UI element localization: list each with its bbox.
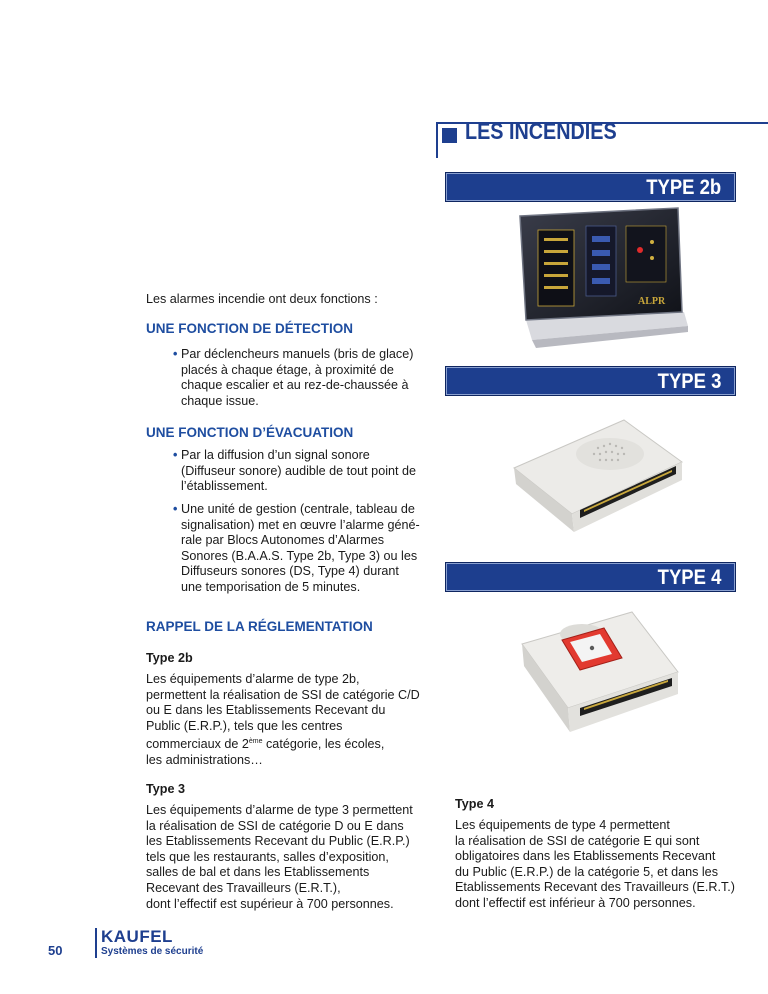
type-2b-paragraph: Les équipements d’alarme de type 2b, permettent la réalisation de SSI de catégorie C/D ou E dans les Etablissements Recevant du Public (E.R.P.), tels que les centres commerciaux de 2ème catégorie, les écoles, les administrations… bbox=[146, 672, 420, 768]
header-rule-vertical bbox=[436, 122, 438, 158]
bullet-icon: • bbox=[173, 347, 178, 361]
bullet-icon: • bbox=[173, 448, 178, 462]
banner-type-3: TYPE 3 bbox=[445, 366, 736, 396]
banner-type-4: TYPE 4 bbox=[445, 562, 736, 592]
panel-brand-label: ALPR bbox=[638, 296, 666, 307]
type-2b-control-panel-image bbox=[512, 206, 688, 348]
type-3-paragraph: Les équipements d’alarme de type 3 permettent la réalisation de SSI de catégorie D ou E dans les Etablissements Recevant du Public (E.R.P.) tels que les restaurants, salles d’exposition, salles de bal et dans les Etablissements Recevant des Travailleurs (E.R.T.), dont l’effectif est supérieur à 700 personnes. bbox=[146, 803, 413, 911]
detection-bullet-1: • Par déclencheurs manuels (bris de glace) placés à chaque étage, à proximité de chaque escalier et au rez-de-chaussée à chaque issue. bbox=[173, 347, 414, 408]
type-3-sounder-image bbox=[508, 412, 684, 534]
intro-text: Les alarmes incendie ont deux fonctions : bbox=[146, 292, 378, 306]
logo-bar bbox=[95, 928, 97, 958]
bullet-icon: • bbox=[173, 502, 178, 516]
type-4-sounder-with-call-point-image bbox=[512, 608, 684, 744]
brand-logo: KAUFEL bbox=[101, 927, 173, 946]
section-square-marker bbox=[442, 128, 457, 143]
section-title: LES INCENDIES bbox=[465, 118, 617, 144]
type-3-subheading: Type 3 bbox=[146, 782, 185, 796]
page-number: 50 bbox=[48, 943, 63, 958]
evacuation-bullet-1: • Par la diffusion d’un signal sonore (Diffuseur sonore) audible de tout point de l’établissement. bbox=[173, 448, 417, 494]
type-4-paragraph: Les équipements de type 4 permettent la réalisation de SSI de catégorie E qui sont obligatoires dans les Etablissements Recevant du Public (E.R.P.) de la catégorie 5, et dans les Etablissements Recevant des Travailleurs (E.R.T.) dont l’effectif est inférieur à 700 personnes. bbox=[455, 818, 735, 910]
detection-heading: UNE FONCTION DE DÉTECTION bbox=[146, 321, 354, 336]
brand-tagline: Systèmes de sécurité bbox=[101, 946, 204, 957]
type-2b-subheading: Type 2b bbox=[146, 651, 193, 665]
banner-type-2b: TYPE 2b bbox=[445, 172, 736, 202]
evacuation-bullet-2: • Une unité de gestion (centrale, tableau de signalisation) met en œuvre l’alarme géné- rale par Blocs Autonomes d’Alarmes Sonores (B.A.A.S. Type 2b, Type 3) ou les Diffuseurs sonores (DS, Type 4) durant une temporisation de 5 minutes. bbox=[173, 502, 420, 594]
regulation-heading: RAPPEL DE LA RÉGLEMENTATION bbox=[146, 619, 373, 634]
evacuation-heading: UNE FONCTION D’ÉVACUATION bbox=[146, 425, 354, 440]
type-4-subheading: Type 4 bbox=[455, 797, 494, 811]
